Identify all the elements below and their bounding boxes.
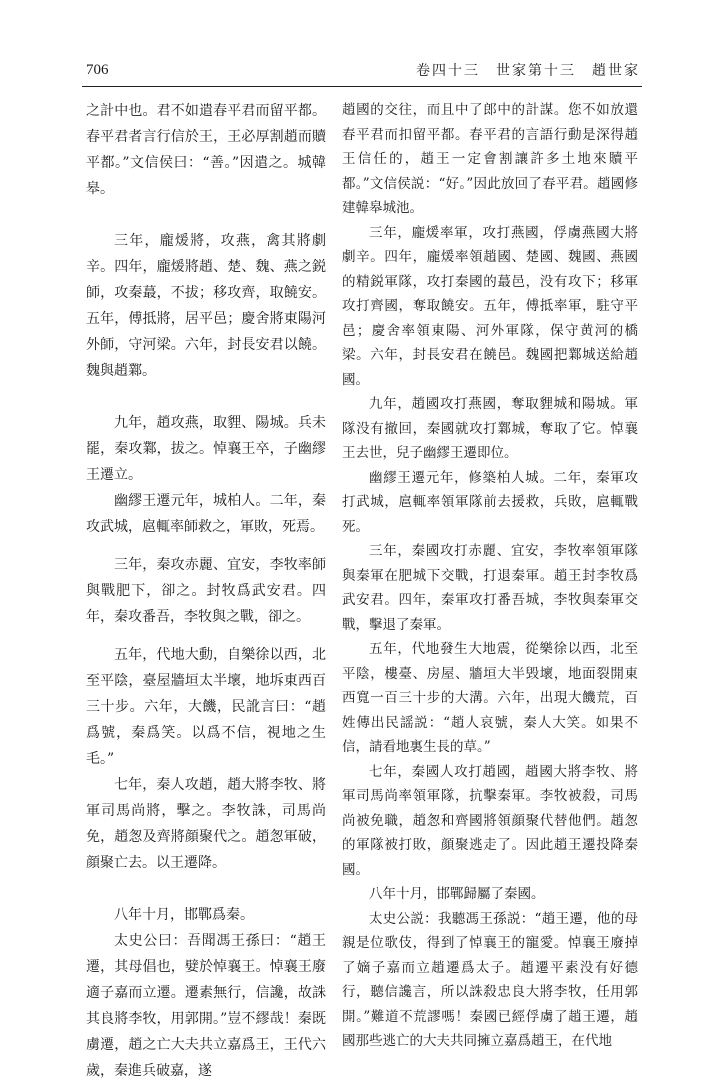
paragraph: 七年，秦國人攻打趙國，趙國大將李牧、將軍司馬尚率領軍隊，抗擊秦軍。李牧被殺，司馬尚被免職，趙怱和齊國將領顔聚代替他們。趙怱的軍隊被打敗，顔聚逃走了。因此趙王遷投降秦國。 (342, 763, 638, 878)
paragraph: 太史公曰：吾聞馮王孫曰：“趙王遷，其母倡也，嬖於悼襄王。悼襄王廢適子嘉而立遷。遷素無行，信讒，故誅其良將李牧，用郭開。”豈不繆哉！秦既虜遷，趙之亡大夫共立嘉爲王，王代六歲，秦進兵破嘉，遂 (86, 933, 326, 1079)
paragraph: 幽繆王遷元年，城柏人。二年，秦攻武城，扈輒率師救之，軍敗，死焉。 (86, 493, 326, 535)
page-header (86, 60, 646, 82)
paragraph: 九年，趙攻燕，取貍、陽城。兵未罷，秦攻鄴，拔之。悼襄王卒，子幽繆王遷立。 (86, 415, 326, 483)
paragraph: 幽繆王遷元年，修築柏人城。二年，秦軍攻打武城，扈輒率領軍隊前去援救，兵敗，扈輒戰死。 (342, 469, 638, 535)
page-number: 706 (86, 62, 109, 78)
paragraph: 八年十月，邯鄲爲秦。 (114, 907, 254, 923)
paragraph: 三年，秦國攻打赤麗、宜安，李牧率領軍隊與秦軍在肥城下交戰，打退秦軍。趙王封李牧爲武安君。四年，秦軍攻打番吾城，李牧與秦軍交戰，擊退了秦軍。 (342, 543, 638, 633)
paragraph: 九年，趙國攻打燕國，奪取貍城和陽城。軍隊没有撤回，秦國就攻打鄴城，奪取了它。悼襄王去世，兒子幽繆王遷即位。 (342, 396, 638, 461)
paragraph: 趙國的交往，而且中了郎中的計謀。您不如放還春平君而扣留平都。春平君的言語行動是深得趙王信任的，趙王一定會割讓許多土地來贖平都。”文信侯説：“好。”因此放回了春平君。趙國修建韓皋城池。 (342, 102, 638, 216)
classical-text-column (86, 98, 326, 1084)
paragraph: 太史公説：我聽馮王孫説：“趙王遷，他的母親是位歌伎，得到了悼襄王的寵愛。悼襄王廢掉了嫡子嘉而立趙遷爲太子。趙遷平素没有好德行，聽信讒言，所以誅殺忠良大將李牧，任用郭開。”難道不荒謬嗎！秦國已經俘虜了趙王遷，趙國那些逃亡的大夫共同擁立嘉爲趙王，在代地 (342, 910, 638, 1049)
translation-column (342, 98, 638, 1054)
paragraph: 五年，代地發生大地震，從樂徐以西，北至平陰，樓臺、房屋、牆垣大半毁壞，地面裂開東西寬一百三十步的大溝。六年，出現大饑荒，百姓傳出民謡説：“趙人哀號，秦人大笑。如果不信，請看地裏生長的草。” (342, 641, 638, 755)
paragraph: 五年，代地大動，自樂徐以西，北至平陰，臺屋牆垣太半壞，地坼東西百三十步。六年，大饑，民訛言曰：“趙爲號，秦爲笑。以爲不信，視地之生毛。” (86, 647, 326, 767)
paragraph: 三年，秦攻赤麗、宜安，李牧率師與戰肥下，卻之。封牧爲武安君。四年，秦攻番吾，李牧與之戰，卻之。 (86, 557, 326, 625)
paragraph: 八年十月，邯鄲歸屬了秦國。 (369, 886, 545, 902)
paragraph: 三年，龐煖率軍，攻打燕國，俘虜燕國大將劇辛。四年，龐煖率領趙國、楚國、魏國、燕國的精鋭軍隊，攻打秦國的蕞邑，没有攻下；移軍攻打齊國，奪取饒安。五年，傅抵率軍，駐守平邑；慶舍率領東陽、河外軍隊，保守黄河的橋梁。六年，封長安君在饒邑。魏國把鄴城送給趙國。 (342, 224, 638, 388)
header-rule (82, 86, 642, 87)
paragraph: 之計中也。君不如遣春平君而留平都。春平君者言行信於王，王必厚割趙而贖平都。”文信侯曰：“善。”因遣之。城韓皋。 (86, 103, 326, 197)
paragraph: 三年，龐煖將，攻燕，禽其將劇辛。四年，龐煖將趙、楚、魏、燕之鋭師，攻秦蕞，不拔；移攻齊，取饒安。五年，傅抵將，居平邑；慶舍將東陽河外師，守河梁。六年，封長安君以饒。魏與趙鄴。 (86, 233, 326, 379)
paragraph: 七年，秦人攻趙，趙大將李牧、將軍司馬尚將，擊之。李牧誅，司馬尚免，趙怱及齊將顔聚代之。趙怱軍破，顔聚亡去。以王遷降。 (86, 777, 326, 871)
running-head: 卷四十三 世家第十三 趙世家 (416, 63, 640, 79)
